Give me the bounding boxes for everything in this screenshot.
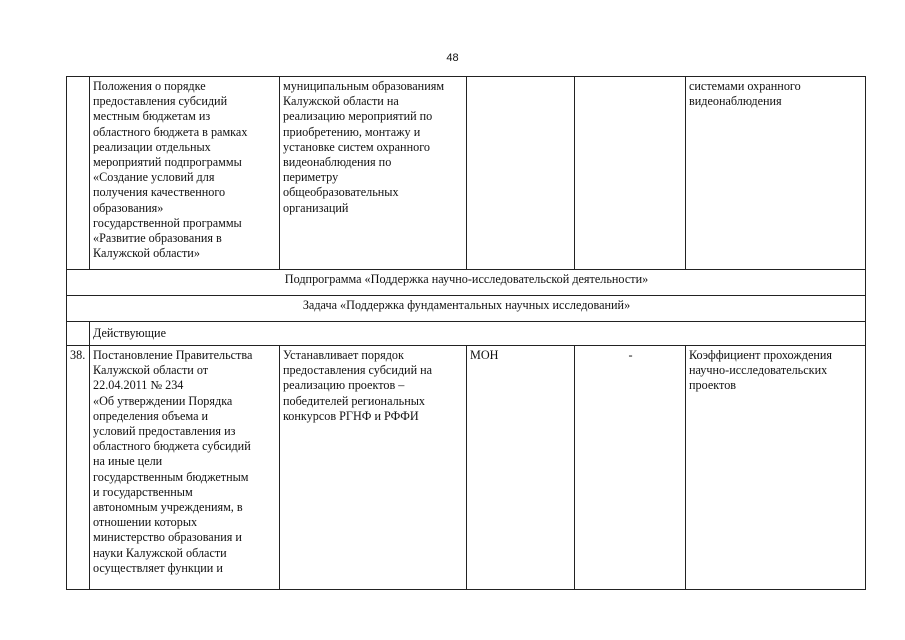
task-heading-row xyxy=(67,296,866,322)
row-number-cell: 38. xyxy=(67,346,90,590)
row-number-cell xyxy=(67,77,90,270)
task-heading: Задача «Поддержка фундаментальных научных исследований» xyxy=(67,296,866,322)
section-label: Действующие xyxy=(90,322,866,346)
act-title-cell: Положения о порядке предоставления субсидий местным бюджетам из областного бюджета в рамках реализации отдельных мероприятий подпрограммы «Создание условий для получения качественного образования» государственной программы «Развитие образования в Калужской области» xyxy=(90,77,280,270)
extra-cell: - xyxy=(575,346,686,590)
act-title-cell: Постановление Правительства Калужской области от 22.04.2011 № 234 «Об утверждении Порядка определения объема и условий предоставления из областного бюджета субсидий на иные цели государственным бюджетным и государственным автономным учреждениям, в отношении которых министерство образования и науки Калужской области осуществляет функции и xyxy=(90,346,280,590)
table-row-38 xyxy=(67,346,866,590)
executor-cell xyxy=(467,77,575,270)
act-purpose-cell: муниципальным образованиям Калужской области на реализацию мероприятий по приобретению, монтажу и установке систем охранного видеонаблюдения по периметру общеобразовательных организаций xyxy=(280,77,467,270)
executor-cell: МОН xyxy=(467,346,575,590)
section-number-cell xyxy=(67,322,90,346)
table-row-continued xyxy=(67,77,866,270)
indicator-cell: системами охранного видеонаблюдения xyxy=(686,77,866,270)
section-row xyxy=(67,322,866,346)
legal-acts-table xyxy=(66,76,866,590)
act-purpose-cell: Устанавливает порядок предоставления субсидий на реализацию проектов – победителей региональных конкурсов РГНФ и РФФИ xyxy=(280,346,467,590)
subprogram-heading-row xyxy=(67,270,866,296)
extra-cell xyxy=(575,77,686,270)
indicator-cell: Коэффициент прохождения научно-исследовательских проектов xyxy=(686,346,866,590)
page-number: 48 xyxy=(446,52,459,64)
subprogram-heading: Подпрограмма «Поддержка научно-исследовательской деятельности» xyxy=(67,270,866,296)
